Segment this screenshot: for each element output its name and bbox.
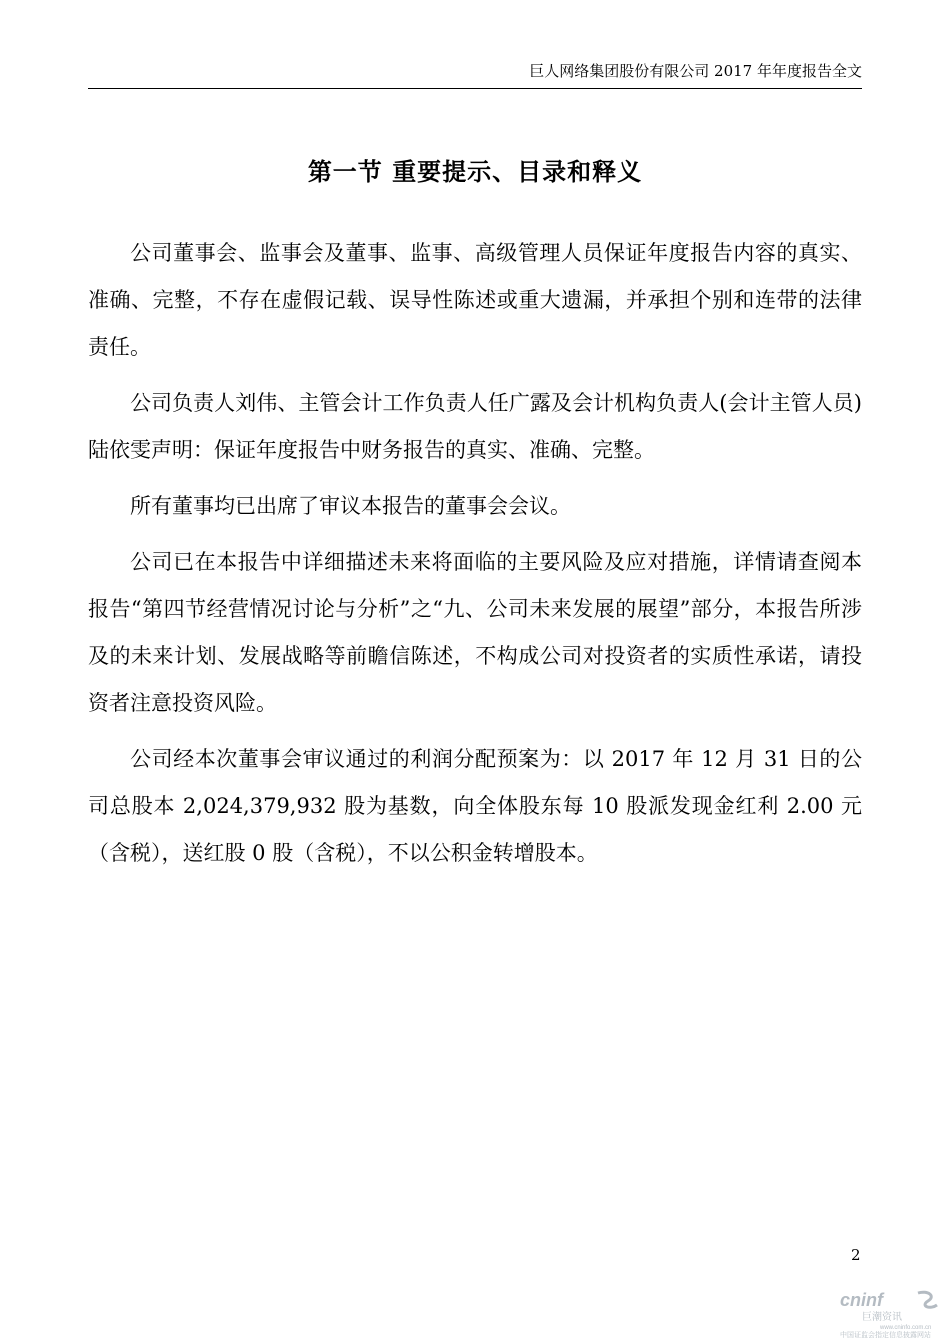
body-text — [88, 230, 862, 886]
svg-text:cninf: cninf — [840, 1290, 883, 1310]
section-title: 第一节 重要提示、目录和释义 — [307, 157, 643, 186]
paragraph-responsibility-statement: 公司董事会、监事会及董事、监事、高级管理人员保证年度报告内容的真实、准确、完整，不存在虚假记载、误导性陈述或重大遗漏，并承担个别和连带的法律责任。 — [88, 241, 862, 359]
paragraph-board-attendance: 所有董事均已出席了审议本报告的董事会会议。 — [130, 494, 571, 518]
paragraph-profit-distribution: 公司经本次董事会审议通过的利润分配预案为：以 2017 年 12 月 31 日的公司总股本 2,024,379,932 股为基数，向全体股东每 10 股派发现金红利 2.00 元（含税），送红股 0 股（含税），不以公积金转增股本。 — [88, 747, 862, 865]
header-divider — [88, 88, 862, 89]
svg-text:中国证监会指定信息披露网站: 中国证监会指定信息披露网站 — [840, 1331, 931, 1338]
running-header: 巨人网络集团股份有限公司 2017 年年度报告全文 — [529, 62, 862, 80]
paragraph-risk-notice: 公司已在本报告中详细描述未来将面临的主要风险及应对措施，详情请查阅本报告“第四节经营情况讨论与分析”之“九、公司未来发展的展望”部分，本报告所涉及的未来计划、发展战略等前瞻信陈述，不构成公司对投资者的实质性承诺，请投资者注意投资风险。 — [88, 550, 862, 715]
paragraph-management-declaration: 公司负责人刘伟、主管会计工作负责人任广露及会计机构负责人(会计主管人员)陆依雯声明：保证年度报告中财务报告的真实、准确、完整。 — [88, 391, 862, 462]
svg-text:巨潮资讯: 巨潮资讯 — [862, 1312, 902, 1323]
page-number: 2 — [851, 1246, 861, 1264]
svg-text:www.cninfo.com.cn: www.cninfo.com.cn — [880, 1325, 932, 1331]
cninfo-watermark-logo — [840, 1288, 940, 1338]
